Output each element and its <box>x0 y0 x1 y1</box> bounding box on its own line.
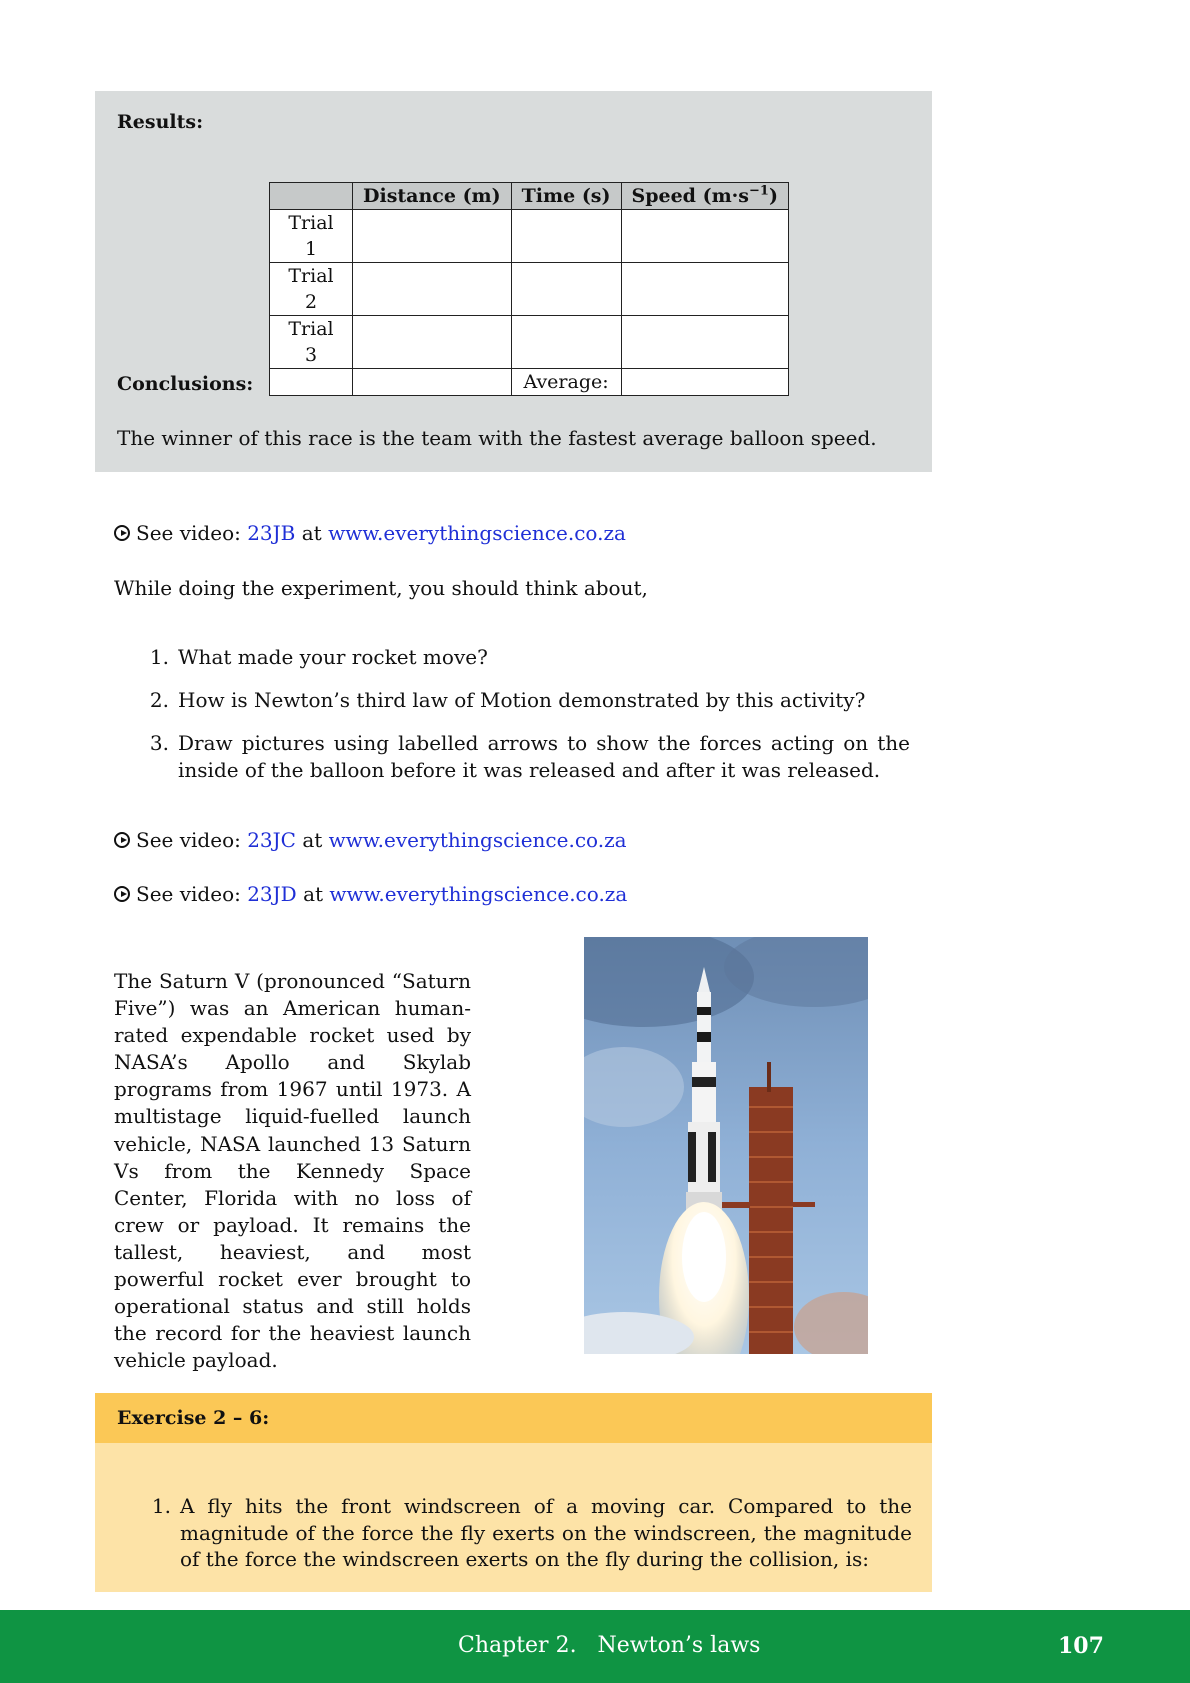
page-footer <box>0 1610 1190 1683</box>
table-row <box>270 210 789 263</box>
cell-time <box>511 263 621 316</box>
cell-distance <box>353 263 512 316</box>
video-link-23jc[interactable] <box>114 828 627 852</box>
video-code-link[interactable]: 23JC <box>247 828 296 852</box>
cell-speed <box>621 316 788 369</box>
cell-speed <box>621 210 788 263</box>
conclusions-heading: Conclusions: <box>117 373 254 395</box>
cell-empty <box>270 369 353 396</box>
row-label-trial-2: Trial 2 <box>270 263 353 316</box>
list-text: A fly hits the front windscreen of a moving car. Compared to the magnitude of the force the fly exerts on the windscreen, the magnitude of the force the windscreen exerts on the fly during the collision, is: <box>180 1494 912 1571</box>
list-number: 2. <box>149 688 169 712</box>
video-mid: at <box>295 828 329 852</box>
play-circle-icon <box>114 886 130 902</box>
header-speed-base: Speed (m·s <box>631 185 749 207</box>
play-circle-icon <box>114 832 130 848</box>
video-code-link[interactable]: 23JD <box>247 882 297 906</box>
video-link-23jb[interactable] <box>114 521 626 545</box>
results-heading: Results: <box>117 111 204 133</box>
row-label-trial-1: Trial 1 <box>270 210 353 263</box>
video-mid: at <box>296 882 330 906</box>
list-number: 1. <box>149 645 169 669</box>
video-link-23jd[interactable] <box>114 882 627 906</box>
question-list <box>134 644 910 800</box>
list-number: 1. <box>151 1494 171 1518</box>
list-item <box>134 730 910 784</box>
cell-average-speed <box>621 369 788 396</box>
row-label-trial-3: Trial 3 <box>270 316 353 369</box>
header-distance: Distance (m) <box>353 183 512 210</box>
list-item <box>134 687 910 714</box>
list-number: 3. <box>149 731 169 755</box>
video-url-link[interactable]: www.everythingscience.co.za <box>328 521 626 545</box>
table-row <box>270 316 789 369</box>
header-speed-close: ) <box>768 185 778 207</box>
video-prefix: See video: <box>136 828 248 852</box>
list-item <box>134 644 910 671</box>
cell-distance <box>353 210 512 263</box>
video-url-link[interactable]: www.everythingscience.co.za <box>328 828 627 852</box>
header-speed-exponent: −1 <box>749 183 769 199</box>
conclusion-text: The winner of this race is the team with the fastest average balloon speed. <box>117 426 877 450</box>
exercise-header <box>95 1393 932 1443</box>
table-corner-cell <box>270 183 353 210</box>
exercise-title: Exercise 2 – 6: <box>117 1407 270 1429</box>
list-text: Draw pictures using labelled arrows to show the forces acting on the inside of the balloon before it was released and after it was released. <box>178 731 910 782</box>
results-table <box>269 182 789 396</box>
video-mid: at <box>295 521 329 545</box>
cell-distance <box>353 316 512 369</box>
list-text: What made your rocket move? <box>178 645 488 669</box>
cell-empty <box>353 369 512 396</box>
video-prefix: See video: <box>136 521 248 545</box>
header-time: Time (s) <box>511 183 621 210</box>
average-label: Average: <box>511 369 621 396</box>
header-speed <box>621 183 788 210</box>
video-url-link[interactable]: www.everythingscience.co.za <box>329 882 628 906</box>
exercise-question <box>136 1493 912 1573</box>
chapter-title: Chapter 2. Newton’s laws <box>458 1633 761 1658</box>
video-code-link[interactable]: 23JB <box>247 521 296 545</box>
video-prefix: See video: <box>136 882 248 906</box>
cell-time <box>511 316 621 369</box>
saturn-v-paragraph: The Saturn V (pronounced “Saturn Five”) was an American human-rated expendable rocket used by NASA’s Apollo and Skylab programs from 1967 until 1973. A multistage liquid-fuelled launch vehicle, NASA launched 13 Saturn Vs from the Kennedy Space Center, Florida with no loss of crew or payload. It remains the tallest, heaviest, and most powerful rocket ever brought to operational status and still holds the record for the heaviest launch vehicle payload. <box>114 969 471 1373</box>
play-circle-icon <box>114 525 130 541</box>
cell-speed <box>621 263 788 316</box>
cell-time <box>511 210 621 263</box>
table-row <box>270 263 789 316</box>
table-row-average <box>270 369 789 396</box>
saturn-rocket-photo <box>584 937 868 1354</box>
activity-box <box>95 91 932 472</box>
page-number: 107 <box>1058 1633 1104 1659</box>
intro-text: While doing the experiment, you should think about, <box>114 576 648 600</box>
exercise-body <box>95 1443 932 1592</box>
list-text: How is Newton’s third law of Motion demonstrated by this activity? <box>178 688 866 712</box>
table-header-row <box>270 183 789 210</box>
